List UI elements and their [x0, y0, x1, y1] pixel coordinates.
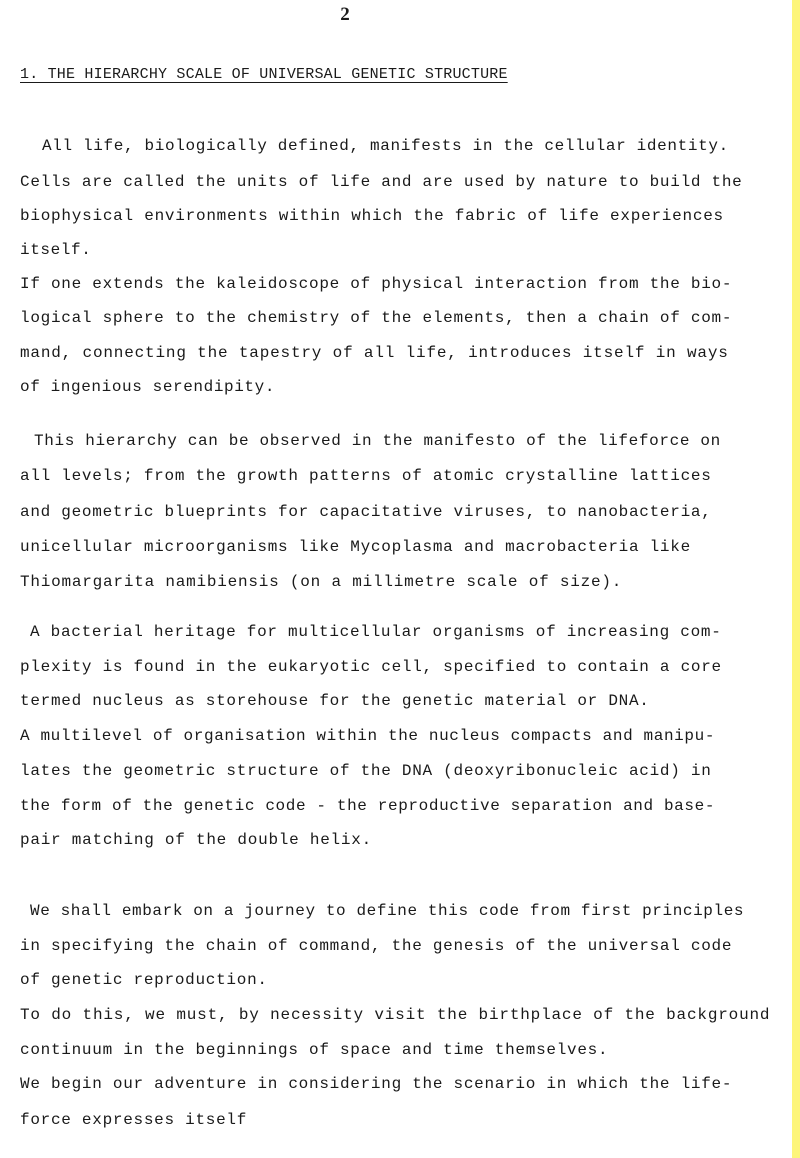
text-line: We shall embark on a journey to define this code from first principles: [30, 902, 745, 920]
text-line: lates the geometric structure of the DNA (deoxyribonucleic acid) in: [20, 762, 712, 780]
text-line: continuum in the beginnings of space and time themselves.: [20, 1041, 609, 1059]
text-line: mand, connecting the tapestry of all life, introduces itself in ways: [20, 344, 729, 362]
text-line: A multilevel of organisation within the nucleus compacts and manipu-: [20, 727, 716, 745]
text-line: in specifying the chain of command, the genesis of the universal code: [20, 937, 733, 955]
text-line: Cells are called the units of life and are used by nature to build the: [20, 173, 743, 191]
text-line: unicellular microorganisms like Mycoplasma and macrobacteria like: [20, 538, 691, 556]
text-line: biophysical environments within which the fabric of life experiences: [20, 207, 724, 225]
text-line: All life, biologically defined, manifests in the cellular identity.: [42, 137, 729, 155]
text-line: of genetic reproduction.: [20, 971, 268, 989]
text-line: To do this, we must, by necessity visit the birthplace of the background: [20, 1006, 771, 1024]
text-line: If one extends the kaleidoscope of physical interaction from the bio-: [20, 275, 733, 293]
section-heading: 1. THE HIERARCHY SCALE OF UNIVERSAL GENETIC STRUCTURE: [20, 66, 508, 83]
text-line: all levels; from the growth patterns of atomic crystalline lattices: [20, 467, 712, 485]
text-line: itself.: [20, 241, 92, 259]
text-line: of ingenious serendipity.: [20, 378, 276, 396]
text-line: This hierarchy can be observed in the manifesto of the lifeforce on: [34, 432, 721, 450]
text-line: logical sphere to the chemistry of the elements, then a chain of com-: [20, 309, 733, 327]
text-line: force expresses itself: [20, 1111, 248, 1129]
page-edge-strip: [792, 0, 800, 1158]
page-number: 2: [340, 4, 350, 25]
text-line: pair matching of the double helix.: [20, 831, 372, 849]
text-line: the form of the genetic code - the reproductive separation and base-: [20, 797, 716, 815]
text-line: We begin our adventure in considering the scenario in which the life-: [20, 1075, 733, 1093]
text-line: A bacterial heritage for multicellular organisms of increasing com-: [30, 623, 722, 641]
text-line: Thiomargarita namibiensis (on a millimetre scale of size).: [20, 573, 623, 591]
text-line: plexity is found in the eukaryotic cell, specified to contain a core: [20, 658, 722, 676]
text-line: and geometric blueprints for capacitative viruses, to nanobacteria,: [20, 503, 712, 521]
text-line: termed nucleus as storehouse for the genetic material or DNA.: [20, 692, 650, 710]
